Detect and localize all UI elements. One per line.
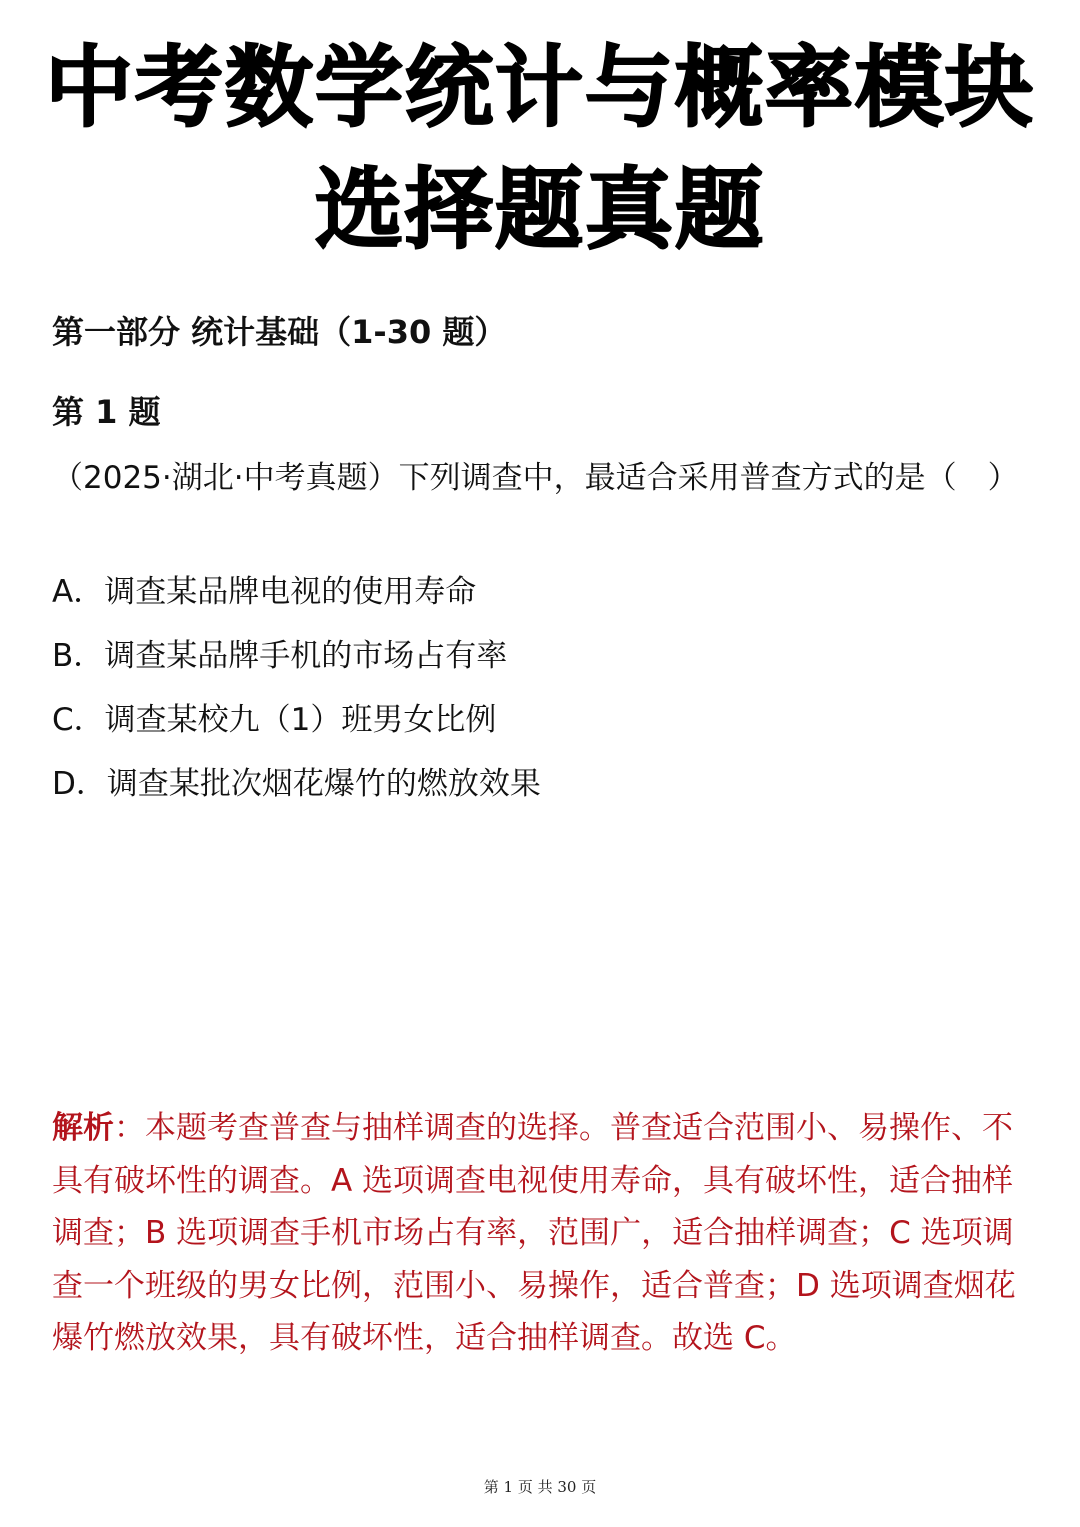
analysis-block xyxy=(52,1102,1027,1365)
option-c: C．调查某校九（1）班男女比例 xyxy=(52,702,497,738)
question-number: 第 1 题 xyxy=(52,393,161,431)
page-title-line-2: 选择题真题 xyxy=(314,158,765,261)
option-d: D．调查某批次烟花爆竹的燃放效果 xyxy=(52,766,541,802)
option-b: B．调查某品牌手机的市场占有率 xyxy=(52,638,508,674)
analysis-label: 解析 xyxy=(52,1110,114,1146)
analysis-text: ：本题考查普查与抽样调查的选择。普查适合范围小、易操作、不具有破坏性的调查。A 选项调查电视使用寿命，具有破坏性，适合抽样调查；B 选项调查手机市场占有率，范围广，适合抽样调查；C 选项调查一个班级的男女比例，范围小、易操作，适合普查；D 选项调查烟花爆竹燃放效果，具有破坏性，适合抽样调查。故选 C。 xyxy=(52,1110,1016,1356)
page-title-line-1: 中考数学统计与概率模块 xyxy=(44,36,1035,139)
page-footer: 第 1 页 共 30 页 xyxy=(483,1478,597,1496)
question-stem: （2025·湖北·中考真题）下列调查中，最适合采用普查方式的是（ ） xyxy=(52,460,1019,496)
option-a: A．调查某品牌电视的使用寿命 xyxy=(52,574,477,610)
section-heading: 第一部分 统计基础（1-30 题） xyxy=(52,313,507,351)
